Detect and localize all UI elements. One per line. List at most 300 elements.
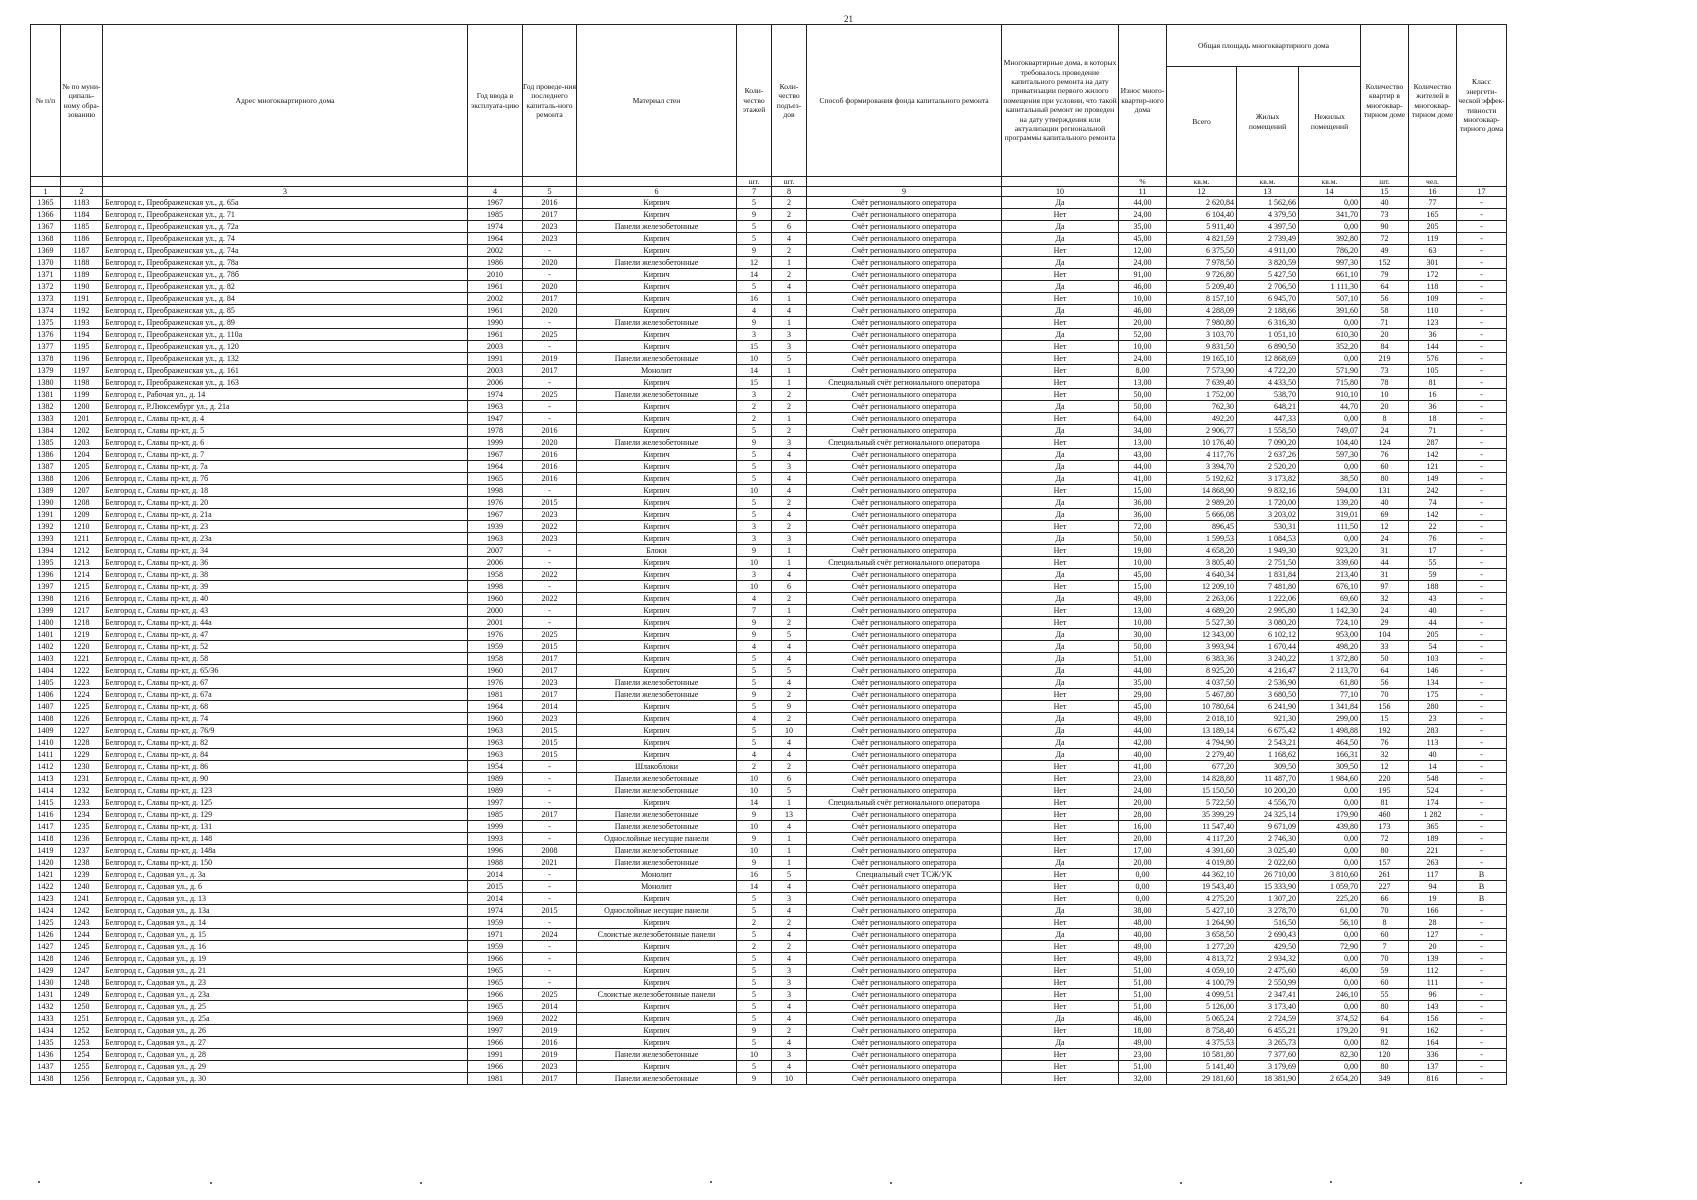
cell-energy: -	[1457, 725, 1507, 737]
cell-address: Белгород г., Славы пр-кт, д. 82	[103, 737, 468, 749]
cell-energy: -	[1457, 929, 1507, 941]
table-row	[31, 749, 1507, 761]
cell-fund: Счёт регионального оператора	[807, 509, 1002, 521]
cell-mun: 1214	[61, 569, 103, 581]
cell-floors: 4	[737, 749, 772, 761]
cell-residents: 172	[1409, 269, 1457, 281]
cell-energy: -	[1457, 233, 1507, 245]
cell-apartments: 73	[1361, 365, 1409, 377]
header-residents: Количество жителей в многоквар-тирном доме	[1409, 25, 1457, 177]
cell-floors: 5	[737, 905, 772, 917]
cell-floors: 5	[737, 977, 772, 989]
table-row	[31, 845, 1507, 857]
cell-area-total: 4 813,72	[1167, 953, 1237, 965]
cell-mun: 1232	[61, 785, 103, 797]
column-number: 16	[1409, 187, 1457, 197]
cell-area-total: 35 399,29	[1167, 809, 1237, 821]
cell-required: Нет	[1002, 881, 1119, 893]
cell-n: 1377	[31, 341, 61, 353]
cell-walls: Кирпич	[577, 641, 737, 653]
cell-year-built: 1954	[468, 761, 523, 773]
cell-wear: 45,00	[1119, 701, 1167, 713]
cell-apartments: 60	[1361, 461, 1409, 473]
cell-area-living: 1 720,00	[1237, 497, 1299, 509]
cell-area-living: 447,33	[1237, 413, 1299, 425]
unit-floors: шт.	[737, 177, 772, 187]
cell-address: Белгород г., Славы пр-кт, д. 20	[103, 497, 468, 509]
cell-year-repair: -	[523, 581, 577, 593]
cell-year-built: 1966	[468, 1061, 523, 1073]
cell-area-total: 2 279,40	[1167, 749, 1237, 761]
cell-wear: 8,00	[1119, 365, 1167, 377]
cell-year-repair: 2019	[523, 1025, 577, 1037]
cell-fund: Счёт регионального оператора	[807, 245, 1002, 257]
cell-year-repair: 2017	[523, 653, 577, 665]
table-row	[31, 305, 1507, 317]
cell-area-nonliving: 77,10	[1299, 689, 1361, 701]
cell-entrances: 2	[772, 617, 807, 629]
cell-floors: 10	[737, 1049, 772, 1061]
table-row	[31, 593, 1507, 605]
cell-area-nonliving: 2 113,70	[1299, 665, 1361, 677]
cell-year-built: 1959	[468, 917, 523, 929]
cell-floors: 5	[737, 509, 772, 521]
cell-required: Да	[1002, 569, 1119, 581]
cell-area-living: 1 670,44	[1237, 641, 1299, 653]
cell-area-living: 1 949,30	[1237, 545, 1299, 557]
cell-area-total: 4 658,20	[1167, 545, 1237, 557]
cell-entrances: 4	[772, 485, 807, 497]
cell-apartments: 152	[1361, 257, 1409, 269]
cell-required: Нет	[1002, 293, 1119, 305]
cell-mun: 1222	[61, 665, 103, 677]
cell-year-built: 1989	[468, 773, 523, 785]
cell-area-total: 5 065,24	[1167, 1013, 1237, 1025]
cell-walls: Кирпич	[577, 749, 737, 761]
cell-area-total: 4 019,80	[1167, 857, 1237, 869]
cell-area-total: 8 758,40	[1167, 1025, 1237, 1037]
cell-wear: 45,00	[1119, 569, 1167, 581]
cell-area-nonliving: 0,00	[1299, 221, 1361, 233]
table-row	[31, 809, 1507, 821]
cell-year-repair: 2015	[523, 497, 577, 509]
cell-wear: 36,00	[1119, 497, 1167, 509]
cell-floors: 5	[737, 653, 772, 665]
cell-year-repair: 2025	[523, 389, 577, 401]
cell-area-total: 44 362,10	[1167, 869, 1237, 881]
cell-n: 1366	[31, 209, 61, 221]
cell-apartments: 131	[1361, 485, 1409, 497]
cell-area-total: 7 980,80	[1167, 317, 1237, 329]
cell-apartments: 70	[1361, 905, 1409, 917]
cell-energy: -	[1457, 953, 1507, 965]
cell-wear: 10,00	[1119, 557, 1167, 569]
cell-entrances: 2	[772, 389, 807, 401]
cell-area-living: 15 333,90	[1237, 881, 1299, 893]
cell-energy: -	[1457, 269, 1507, 281]
cell-year-repair: -	[523, 953, 577, 965]
header-area-living: Жилых помещений	[1237, 67, 1299, 177]
cell-area-living: 1 562,66	[1237, 197, 1299, 209]
cell-entrances: 2	[772, 917, 807, 929]
cell-area-total: 2 018,10	[1167, 713, 1237, 725]
cell-entrances: 1	[772, 317, 807, 329]
cell-area-living: 6 890,50	[1237, 341, 1299, 353]
cell-required: Нет	[1002, 557, 1119, 569]
cell-year-built: 1999	[468, 821, 523, 833]
cell-area-total: 10 176,40	[1167, 437, 1237, 449]
column-number: 10	[1002, 187, 1119, 197]
cell-address: Белгород г., Садовая ул., д. 23	[103, 977, 468, 989]
cell-year-repair: 2023	[523, 509, 577, 521]
cell-walls: Панели железобетонные	[577, 317, 737, 329]
cell-area-living: 309,50	[1237, 761, 1299, 773]
cell-wear: 23,00	[1119, 773, 1167, 785]
table-row	[31, 557, 1507, 569]
cell-walls: Кирпич	[577, 653, 737, 665]
cell-required: Нет	[1002, 581, 1119, 593]
cell-residents: 19	[1409, 893, 1457, 905]
cell-energy: -	[1457, 413, 1507, 425]
cell-entrances: 2	[772, 713, 807, 725]
cell-required: Да	[1002, 857, 1119, 869]
cell-n: 1378	[31, 353, 61, 365]
cell-year-built: 2014	[468, 893, 523, 905]
cell-residents: 40	[1409, 749, 1457, 761]
cell-walls: Кирпич	[577, 449, 737, 461]
cell-mun: 1210	[61, 521, 103, 533]
cell-year-repair: 2022	[523, 569, 577, 581]
cell-area-nonliving: 179,20	[1299, 1025, 1361, 1037]
cell-year-repair: -	[523, 545, 577, 557]
cell-entrances: 4	[772, 953, 807, 965]
cell-fund: Счёт регионального оператора	[807, 713, 1002, 725]
cell-entrances: 9	[772, 701, 807, 713]
cell-residents: 205	[1409, 629, 1457, 641]
cell-walls: Монолит	[577, 365, 737, 377]
cell-entrances: 1	[772, 833, 807, 845]
cell-residents: 164	[1409, 1037, 1457, 1049]
column-number: 15	[1361, 187, 1409, 197]
cell-entrances: 3	[772, 341, 807, 353]
cell-area-nonliving: 319,01	[1299, 509, 1361, 521]
cell-year-built: 1981	[468, 1073, 523, 1085]
cell-year-built: 1967	[468, 449, 523, 461]
cell-required: Да	[1002, 281, 1119, 293]
cell-area-living: 530,31	[1237, 521, 1299, 533]
cell-energy: -	[1457, 653, 1507, 665]
cell-area-living: 3 265,73	[1237, 1037, 1299, 1049]
cell-area-living: 26 710,00	[1237, 869, 1299, 881]
cell-area-nonliving: 594,00	[1299, 485, 1361, 497]
cell-entrances: 2	[772, 1025, 807, 1037]
cell-required: Нет	[1002, 797, 1119, 809]
cell-area-living: 10 200,20	[1237, 785, 1299, 797]
header-apartments: Количество квартир в многоквар-тирном доме	[1361, 25, 1409, 177]
cell-area-living: 2 995,80	[1237, 605, 1299, 617]
cell-wear: 16,00	[1119, 821, 1167, 833]
cell-entrances: 3	[772, 989, 807, 1001]
cell-energy: -	[1457, 281, 1507, 293]
scan-dot	[710, 1181, 712, 1183]
unit-cell	[577, 177, 737, 187]
cell-area-living: 2 022,60	[1237, 857, 1299, 869]
cell-floors: 5	[737, 461, 772, 473]
cell-area-living: 516,50	[1237, 917, 1299, 929]
table-row	[31, 329, 1507, 341]
cell-area-nonliving: 507,10	[1299, 293, 1361, 305]
cell-area-living: 1 084,53	[1237, 533, 1299, 545]
cell-energy: -	[1457, 557, 1507, 569]
cell-mun: 1208	[61, 497, 103, 509]
housing-register-sheet	[30, 24, 1507, 1085]
cell-mun: 1247	[61, 965, 103, 977]
cell-apartments: 8	[1361, 413, 1409, 425]
cell-area-total: 7 978,50	[1167, 257, 1237, 269]
cell-energy: -	[1457, 737, 1507, 749]
cell-entrances: 2	[772, 425, 807, 437]
cell-year-built: 1966	[468, 989, 523, 1001]
cell-fund: Счёт регионального оператора	[807, 425, 1002, 437]
cell-area-living: 4 379,50	[1237, 209, 1299, 221]
cell-fund: Счёт регионального оператора	[807, 473, 1002, 485]
cell-mun: 1218	[61, 617, 103, 629]
cell-area-total: 677,20	[1167, 761, 1237, 773]
cell-year-built: 1965	[468, 1001, 523, 1013]
cell-year-built: 1960	[468, 593, 523, 605]
cell-required: Нет	[1002, 1073, 1119, 1085]
cell-year-repair: 2020	[523, 281, 577, 293]
cell-area-total: 6 375,50	[1167, 245, 1237, 257]
cell-wear: 34,00	[1119, 425, 1167, 437]
cell-address: Белгород г., Преображенская ул., д. 72а	[103, 221, 468, 233]
cell-floors: 5	[737, 965, 772, 977]
cell-area-nonliving: 0,00	[1299, 833, 1361, 845]
cell-mun: 1199	[61, 389, 103, 401]
cell-floors: 3	[737, 389, 772, 401]
cell-required: Нет	[1002, 617, 1119, 629]
cell-required: Да	[1002, 677, 1119, 689]
cell-fund: Счёт регионального оператора	[807, 1049, 1002, 1061]
cell-area-total: 14 828,80	[1167, 773, 1237, 785]
cell-wear: 46,00	[1119, 1013, 1167, 1025]
cell-mun: 1189	[61, 269, 103, 281]
cell-residents: 134	[1409, 677, 1457, 689]
table-row	[31, 833, 1507, 845]
cell-n: 1420	[31, 857, 61, 869]
cell-area-total: 12 209,10	[1167, 581, 1237, 593]
unit-cell	[61, 177, 103, 187]
cell-area-living: 921,30	[1237, 713, 1299, 725]
cell-area-total: 19 543,40	[1167, 881, 1237, 893]
cell-entrances: 4	[772, 473, 807, 485]
cell-address: Белгород г., Славы пр-кт, д. 90	[103, 773, 468, 785]
cell-residents: 242	[1409, 485, 1457, 497]
cell-floors: 5	[737, 725, 772, 737]
cell-apartments: 220	[1361, 773, 1409, 785]
cell-entrances: 3	[772, 461, 807, 473]
cell-residents: 43	[1409, 593, 1457, 605]
cell-area-nonliving: 391,60	[1299, 305, 1361, 317]
cell-mun: 1240	[61, 881, 103, 893]
cell-year-repair: -	[523, 881, 577, 893]
cell-area-nonliving: 38,50	[1299, 473, 1361, 485]
cell-n: 1376	[31, 329, 61, 341]
table-row	[31, 533, 1507, 545]
cell-residents: 162	[1409, 1025, 1457, 1037]
cell-n: 1400	[31, 617, 61, 629]
cell-residents: 113	[1409, 737, 1457, 749]
cell-required: Да	[1002, 905, 1119, 917]
cell-n: 1365	[31, 197, 61, 209]
cell-floors: 5	[737, 497, 772, 509]
cell-year-built: 1986	[468, 257, 523, 269]
cell-apartments: 15	[1361, 713, 1409, 725]
header-walls: Материал стен	[577, 25, 737, 177]
unit-cell	[31, 177, 61, 187]
cell-apartments: 20	[1361, 329, 1409, 341]
cell-area-total: 10 581,80	[1167, 1049, 1237, 1061]
cell-year-repair: 2017	[523, 689, 577, 701]
cell-floors: 2	[737, 917, 772, 929]
table-row	[31, 689, 1507, 701]
cell-walls: Панели железобетонные	[577, 221, 737, 233]
cell-year-repair: 2015	[523, 749, 577, 761]
cell-fund: Счёт регионального оператора	[807, 653, 1002, 665]
column-number: 7	[737, 187, 772, 197]
cell-residents: 121	[1409, 461, 1457, 473]
cell-area-total: 4 391,60	[1167, 845, 1237, 857]
cell-wear: 51,00	[1119, 1001, 1167, 1013]
cell-year-built: 1999	[468, 437, 523, 449]
cell-fund: Счёт регионального оператора	[807, 257, 1002, 269]
cell-n: 1407	[31, 701, 61, 713]
cell-entrances: 3	[772, 893, 807, 905]
cell-mun: 1204	[61, 449, 103, 461]
cell-floors: 5	[737, 425, 772, 437]
cell-floors: 14	[737, 365, 772, 377]
cell-wear: 51,00	[1119, 1061, 1167, 1073]
table-body	[31, 197, 1507, 1085]
cell-area-nonliving: 724,10	[1299, 617, 1361, 629]
cell-year-repair: 2022	[523, 521, 577, 533]
cell-walls: Слоистые железобетонные панели	[577, 929, 737, 941]
cell-energy: -	[1457, 677, 1507, 689]
cell-fund: Счёт регионального оператора	[807, 341, 1002, 353]
column-number: 3	[103, 187, 468, 197]
cell-area-nonliving: 597,30	[1299, 449, 1361, 461]
cell-n: 1384	[31, 425, 61, 437]
cell-area-total: 5 209,40	[1167, 281, 1237, 293]
cell-n: 1409	[31, 725, 61, 737]
cell-fund: Счёт регионального оператора	[807, 737, 1002, 749]
cell-residents: 174	[1409, 797, 1457, 809]
cell-walls: Кирпич	[577, 485, 737, 497]
cell-year-repair: -	[523, 797, 577, 809]
cell-wear: 49,00	[1119, 1037, 1167, 1049]
cell-wear: 51,00	[1119, 653, 1167, 665]
cell-residents: 119	[1409, 233, 1457, 245]
cell-year-built: 1959	[468, 641, 523, 653]
cell-required: Нет	[1002, 317, 1119, 329]
cell-residents: 156	[1409, 1013, 1457, 1025]
column-number: 4	[468, 187, 523, 197]
cell-energy: В	[1457, 893, 1507, 905]
cell-area-nonliving: 339,60	[1299, 557, 1361, 569]
cell-residents: 94	[1409, 881, 1457, 893]
cell-floors: 5	[737, 677, 772, 689]
cell-apartments: 55	[1361, 989, 1409, 1001]
cell-floors: 14	[737, 797, 772, 809]
cell-walls: Кирпич	[577, 629, 737, 641]
cell-area-nonliving: 61,80	[1299, 677, 1361, 689]
cell-year-repair: -	[523, 821, 577, 833]
table-row	[31, 485, 1507, 497]
cell-area-living: 4 397,50	[1237, 221, 1299, 233]
column-number: 9	[807, 187, 1002, 197]
cell-n: 1402	[31, 641, 61, 653]
cell-apartments: 97	[1361, 581, 1409, 593]
cell-area-nonliving: 392,80	[1299, 233, 1361, 245]
cell-year-built: 2006	[468, 377, 523, 389]
table-row	[31, 929, 1507, 941]
cell-area-total: 5 666,08	[1167, 509, 1237, 521]
cell-year-built: 1967	[468, 509, 523, 521]
cell-address: Белгород г., Славы пр-кт, д. 76/9	[103, 725, 468, 737]
cell-walls: Кирпич	[577, 197, 737, 209]
table-row	[31, 509, 1507, 521]
table-row	[31, 1061, 1507, 1073]
cell-walls: Панели железобетонные	[577, 857, 737, 869]
cell-year-repair: -	[523, 485, 577, 497]
cell-walls: Панели железобетонные	[577, 809, 737, 821]
cell-mun: 1237	[61, 845, 103, 857]
cell-residents: 18	[1409, 413, 1457, 425]
cell-walls: Кирпич	[577, 737, 737, 749]
cell-area-living: 2 739,49	[1237, 233, 1299, 245]
cell-floors: 3	[737, 521, 772, 533]
cell-year-built: 1991	[468, 353, 523, 365]
scan-dot	[420, 1182, 422, 1184]
cell-residents: 576	[1409, 353, 1457, 365]
cell-apartments: 81	[1361, 797, 1409, 809]
cell-entrances: 4	[772, 305, 807, 317]
cell-walls: Кирпич	[577, 293, 737, 305]
cell-entrances: 3	[772, 965, 807, 977]
table-header	[31, 25, 1507, 197]
cell-address: Белгород г., Славы пр-кт, д. 67а	[103, 689, 468, 701]
cell-year-built: 1974	[468, 221, 523, 233]
cell-address: Белгород г., Садовая ул., д. 28	[103, 1049, 468, 1061]
cell-mun: 1197	[61, 365, 103, 377]
cell-residents: 28	[1409, 917, 1457, 929]
cell-year-repair: 2020	[523, 305, 577, 317]
cell-energy: -	[1457, 917, 1507, 929]
cell-walls: Кирпич	[577, 1037, 737, 1049]
cell-apartments: 157	[1361, 857, 1409, 869]
cell-year-repair: -	[523, 917, 577, 929]
cell-required: Да	[1002, 737, 1119, 749]
cell-year-built: 1978	[468, 425, 523, 437]
cell-n: 1372	[31, 281, 61, 293]
cell-residents: 40	[1409, 605, 1457, 617]
cell-n: 1394	[31, 545, 61, 557]
cell-energy: -	[1457, 473, 1507, 485]
cell-wear: 0,00	[1119, 893, 1167, 905]
cell-year-repair: 2023	[523, 713, 577, 725]
cell-wear: 51,00	[1119, 989, 1167, 1001]
cell-apartments: 20	[1361, 401, 1409, 413]
